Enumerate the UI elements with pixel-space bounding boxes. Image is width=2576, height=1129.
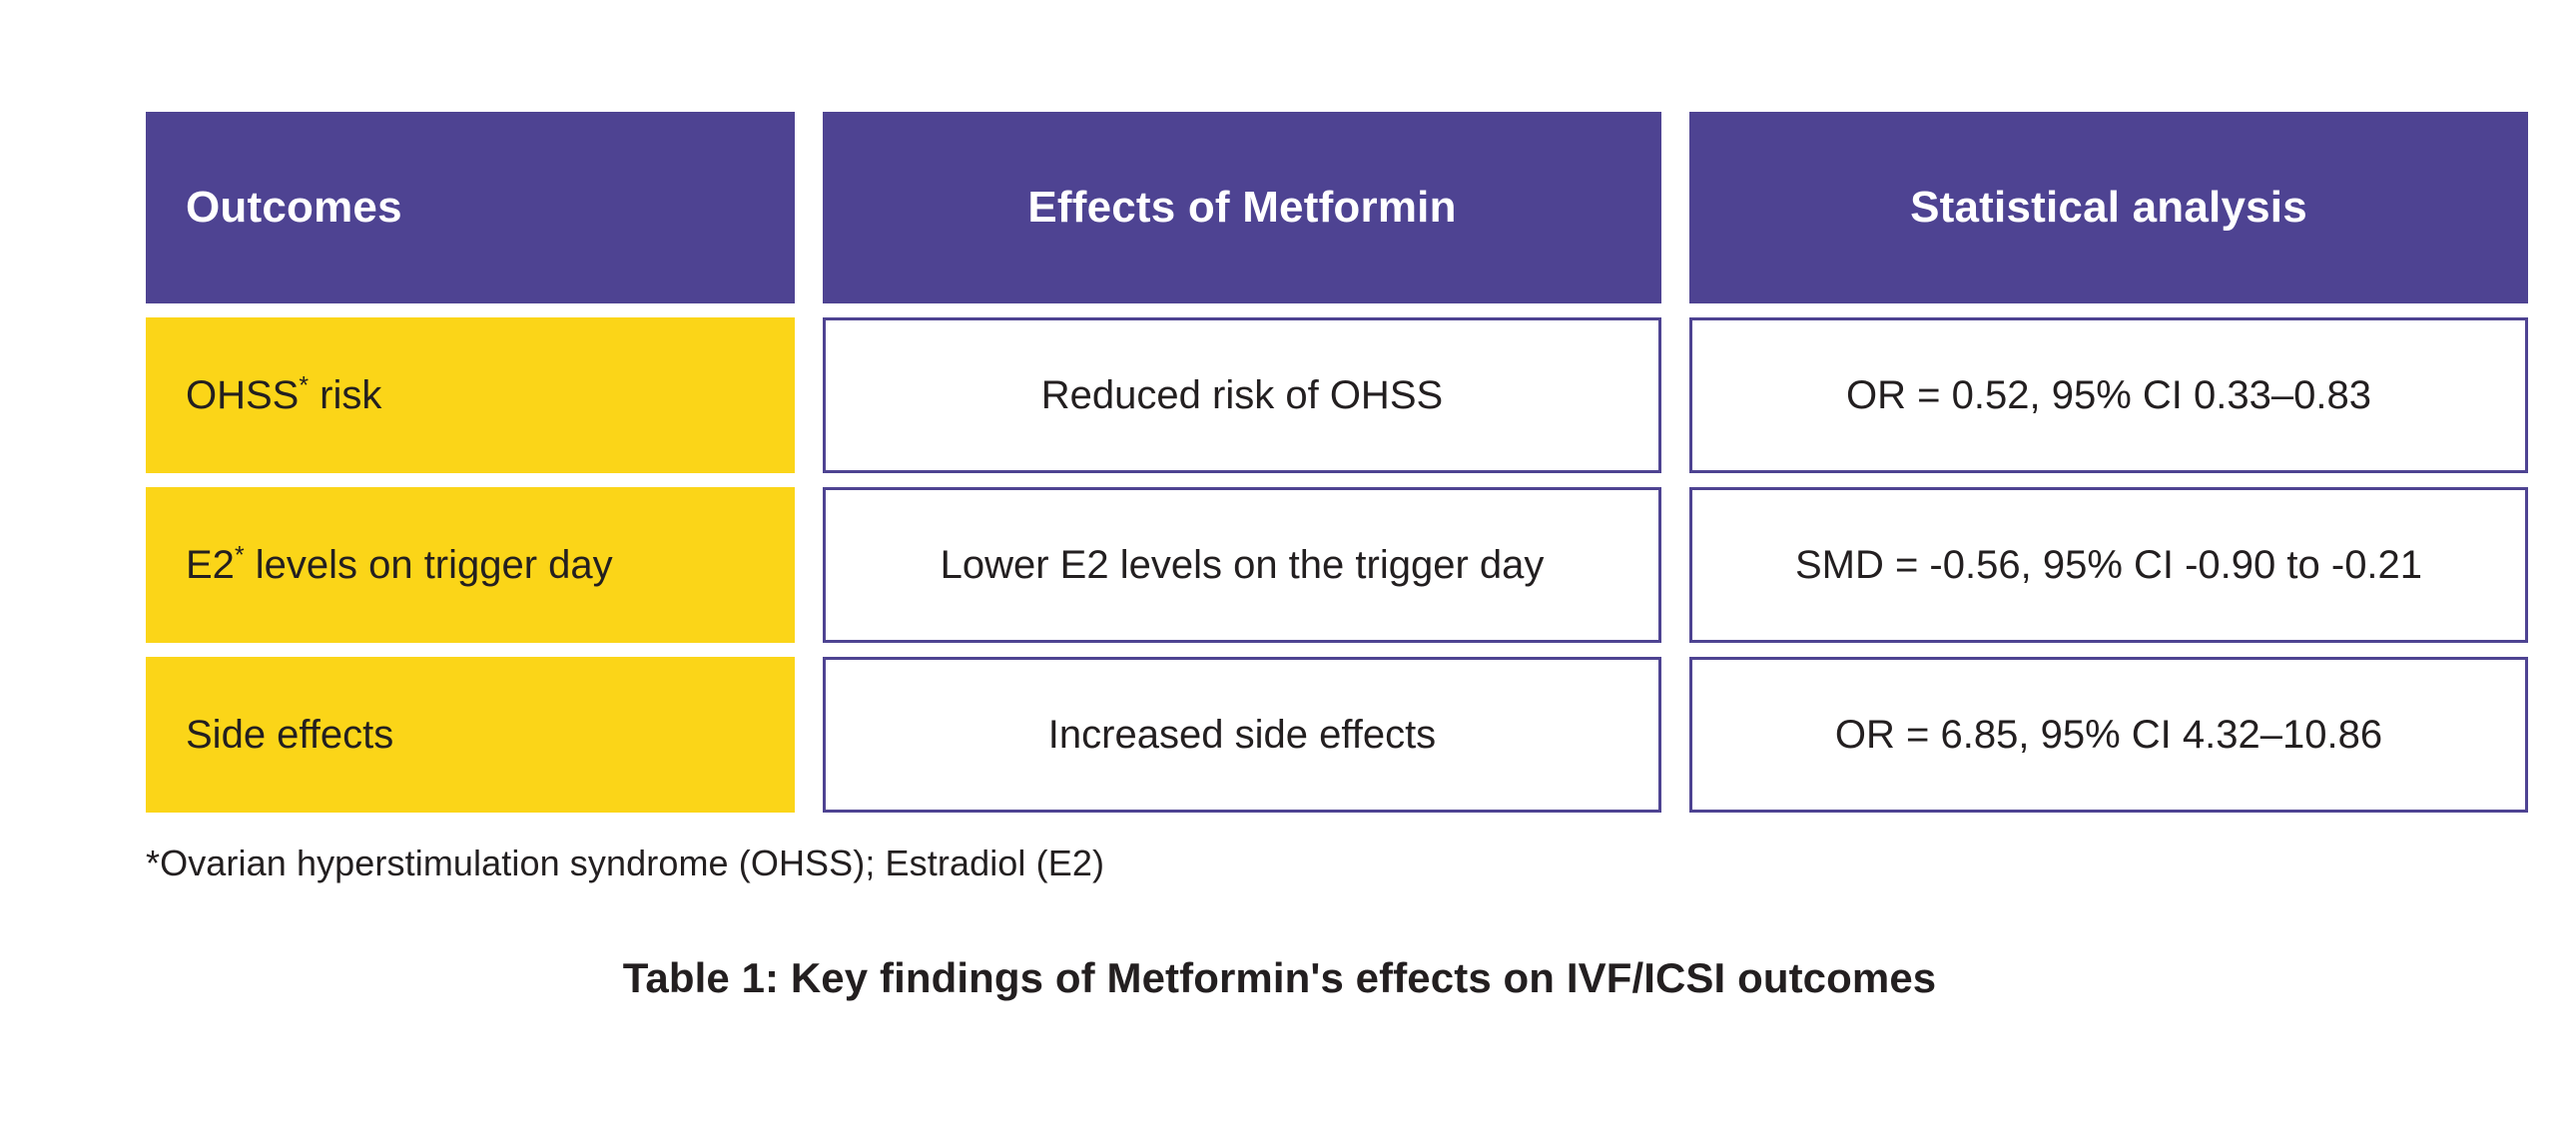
outcome-cell xyxy=(146,657,795,813)
table-row xyxy=(146,317,2528,473)
outcome-label-main: E2 xyxy=(186,543,235,587)
statistics-cell: SMD = -0.56, 95% CI -0.90 to -0.21 xyxy=(1689,487,2528,643)
table-header-row xyxy=(146,112,2528,303)
table-body xyxy=(146,317,2528,813)
key-findings-table xyxy=(118,98,2556,827)
effect-cell: Reduced risk of OHSS xyxy=(823,317,1661,473)
footnote-marker: * xyxy=(299,372,310,400)
table-footnote: *Ovarian hyperstimulation syndrome (OHSS); Estradiol (E2) xyxy=(146,843,1105,883)
outcome-label-main: OHSS xyxy=(186,373,300,417)
statistics-cell: OR = 6.85, 95% CI 4.32–10.86 xyxy=(1689,657,2528,813)
table-header xyxy=(146,112,2528,303)
column-header-effects: Effects of Metformin xyxy=(823,112,1661,303)
outcome-cell xyxy=(146,317,795,473)
table-caption: Table 1: Key findings of Metformin's effects on IVF/ICSI outcomes xyxy=(622,954,1937,1001)
outcome-label-main: Side effects xyxy=(186,713,394,757)
effect-cell: Increased side effects xyxy=(823,657,1661,813)
outcome-label-rest: risk xyxy=(309,373,382,417)
outcome-cell xyxy=(146,487,795,643)
effect-cell: Lower E2 levels on the trigger day xyxy=(823,487,1661,643)
column-header-outcomes: Outcomes xyxy=(146,112,795,303)
table-row xyxy=(146,657,2528,813)
statistics-cell: OR = 0.52, 95% CI 0.33–0.83 xyxy=(1689,317,2528,473)
column-header-statistics: Statistical analysis xyxy=(1689,112,2528,303)
table-row xyxy=(146,487,2528,643)
outcome-label-rest: levels on trigger day xyxy=(244,543,613,587)
footnote-marker: * xyxy=(234,542,245,570)
